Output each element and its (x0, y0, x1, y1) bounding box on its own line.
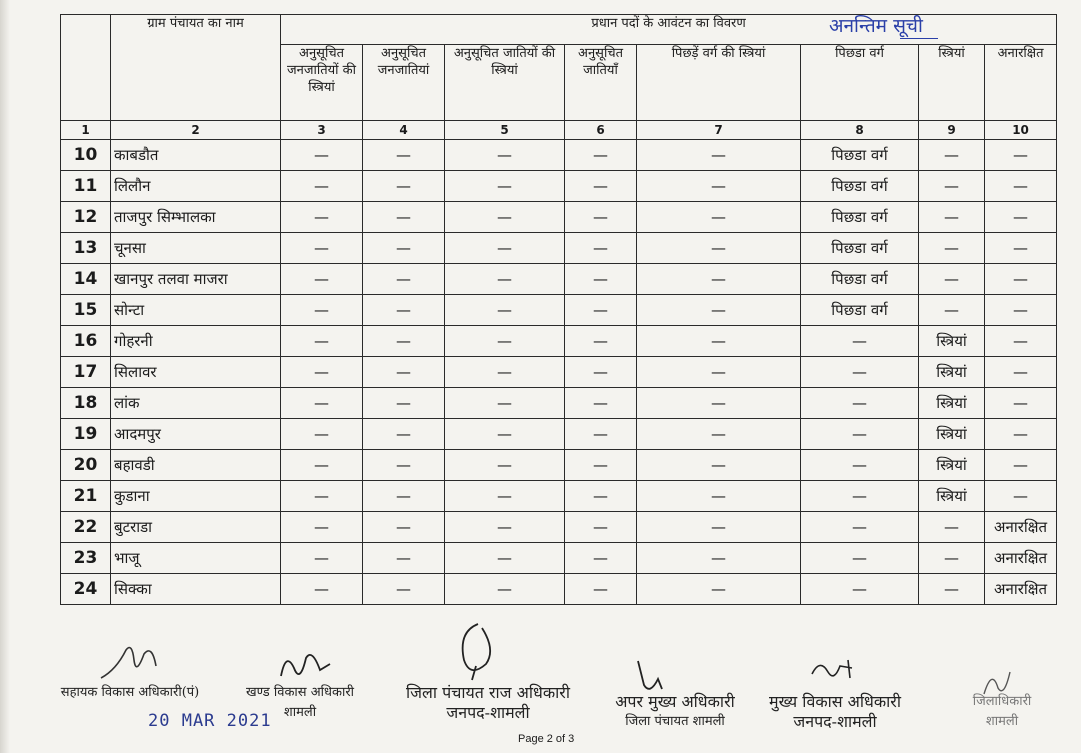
col-num: 1 (61, 121, 111, 140)
cell-obc: पिछडा वर्ग (801, 140, 919, 171)
cell-st: — (363, 171, 445, 202)
col-num: 5 (445, 121, 565, 140)
cell-obc: — (801, 450, 919, 481)
cell-sc-women: — (445, 295, 565, 326)
header-gram-panchayat: ग्राम पंचायत का नाम (111, 15, 281, 121)
signatory-5-place: जनपद-शामली (793, 712, 877, 731)
allocation-table (60, 14, 1057, 605)
cell-sc-women: — (445, 202, 565, 233)
cell-obc: — (801, 326, 919, 357)
cell-women: स्त्रियां (919, 481, 985, 512)
cell-obc: — (801, 512, 919, 543)
signature-scribble-3 (452, 620, 502, 682)
cell-sc: — (565, 264, 637, 295)
header-cat-st-women: अनुसूचित जनजातियों की स्त्रियां (281, 45, 363, 121)
cell-obc-women: — (637, 481, 801, 512)
cell-obc-women: — (637, 512, 801, 543)
cell-serial: 24 (61, 574, 111, 605)
signatory-4-title: अपर मुख्य अधिकारी (615, 692, 735, 711)
cell-st-women: — (281, 543, 363, 574)
cell-st-women: — (281, 512, 363, 543)
table-row (61, 326, 1057, 357)
cell-unreserved: — (985, 357, 1057, 388)
col-num: 2 (111, 121, 281, 140)
signatory-4 (600, 692, 750, 732)
cell-st: — (363, 419, 445, 450)
cell-st: — (363, 233, 445, 264)
cell-obc-women: — (637, 450, 801, 481)
column-number-row (61, 121, 1057, 140)
cell-unreserved: — (985, 202, 1057, 233)
cell-women: — (919, 574, 985, 605)
cell-st: — (363, 202, 445, 233)
table-row (61, 233, 1057, 264)
cell-panchayat-name: चूनसा (111, 233, 281, 264)
cell-obc: पिछडा वर्ग (801, 264, 919, 295)
header-cat-unreserved: अनारक्षित (985, 45, 1057, 121)
cell-unreserved: अनारक्षित (985, 512, 1057, 543)
cell-sc-women: — (445, 233, 565, 264)
cell-serial: 19 (61, 419, 111, 450)
cell-serial: 23 (61, 543, 111, 574)
cell-women: — (919, 202, 985, 233)
cell-st: — (363, 574, 445, 605)
cell-sc-women: — (445, 512, 565, 543)
signatory-3-title: जिला पंचायत राज अधिकारी (406, 683, 570, 702)
cell-serial: 18 (61, 388, 111, 419)
cell-sc: — (565, 574, 637, 605)
cell-st: — (363, 543, 445, 574)
cell-sc-women: — (445, 450, 565, 481)
cell-unreserved: — (985, 419, 1057, 450)
cell-unreserved: — (985, 481, 1057, 512)
cell-sc: — (565, 450, 637, 481)
cell-panchayat-name: ताजपुर सिम्भालका (111, 202, 281, 233)
cell-sc: — (565, 171, 637, 202)
cell-obc: पिछडा वर्ग (801, 295, 919, 326)
cell-obc-women: — (637, 171, 801, 202)
cell-st-women: — (281, 388, 363, 419)
cell-serial: 16 (61, 326, 111, 357)
cell-st: — (363, 388, 445, 419)
cell-panchayat-name: लिलौन (111, 171, 281, 202)
table-row (61, 450, 1057, 481)
table-row (61, 295, 1057, 326)
received-date-stamp: 20 MAR 2021 (148, 711, 272, 731)
cell-serial: 14 (61, 264, 111, 295)
cell-st-women: — (281, 450, 363, 481)
cell-obc: पिछडा वर्ग (801, 233, 919, 264)
cell-obc-women: — (637, 326, 801, 357)
header-cat-sc: अनुसूचित जातियाँ (565, 45, 637, 121)
cell-sc-women: — (445, 388, 565, 419)
cell-sc: — (565, 543, 637, 574)
col-num: 3 (281, 121, 363, 140)
cell-serial: 20 (61, 450, 111, 481)
cell-sc-women: — (445, 419, 565, 450)
signatory-6-title: जिलाधिकारी (972, 694, 1032, 709)
cell-sc: — (565, 419, 637, 450)
table-row (61, 543, 1057, 574)
cell-st: — (363, 481, 445, 512)
col-num: 4 (363, 121, 445, 140)
cell-obc-women: — (637, 140, 801, 171)
cell-women: स्त्रियां (919, 419, 985, 450)
cell-sc: — (565, 202, 637, 233)
cell-serial: 21 (61, 481, 111, 512)
cell-women: स्त्रियां (919, 450, 985, 481)
cell-panchayat-name: लांक (111, 388, 281, 419)
cell-st: — (363, 140, 445, 171)
page-edge-shadow (0, 0, 10, 753)
cell-women: स्त्रियां (919, 388, 985, 419)
cell-unreserved: — (985, 140, 1057, 171)
cell-panchayat-name: सिक्का (111, 574, 281, 605)
table-row (61, 419, 1057, 450)
cell-panchayat-name: काबडौत (111, 140, 281, 171)
col-num: 9 (919, 121, 985, 140)
cell-sc-women: — (445, 357, 565, 388)
signatory-1-title: सहायक विकास अधिकारी(पं) (60, 685, 200, 700)
cell-unreserved: — (985, 326, 1057, 357)
allocation-title: प्रधान पदों के आवंटन का विवरण (591, 16, 746, 31)
table-row (61, 388, 1057, 419)
cell-st-women: — (281, 202, 363, 233)
header-allocation-details (281, 15, 1057, 45)
cell-obc-women: — (637, 419, 801, 450)
header-cat-women: स्त्रियां (919, 45, 985, 121)
signatory-6 (952, 692, 1052, 732)
cell-serial: 15 (61, 295, 111, 326)
cell-obc-women: — (637, 295, 801, 326)
cell-sc: — (565, 512, 637, 543)
cell-unreserved: — (985, 388, 1057, 419)
table-row (61, 264, 1057, 295)
status-underline (900, 38, 938, 39)
cell-obc: पिछडा वर्ग (801, 171, 919, 202)
signatory-4-place: जिला पंचायत शामली (625, 714, 725, 729)
cell-obc-women: — (637, 574, 801, 605)
signatory-1 (50, 683, 210, 703)
signatory-2-title: खण्ड विकास अधिकारी (245, 685, 355, 700)
cell-obc: — (801, 481, 919, 512)
cell-obc: — (801, 419, 919, 450)
signatory-5-title: मुख्य विकास अधिकारी (769, 692, 901, 711)
cell-sc-women: — (445, 326, 565, 357)
signature-scribble-1 (96, 640, 166, 686)
cell-women: — (919, 140, 985, 171)
cell-sc: — (565, 233, 637, 264)
header-cat-st: अनुसूचित जनजातियां (363, 45, 445, 121)
signatory-3-place: जनपद-शामली (446, 703, 530, 722)
cell-women: — (919, 543, 985, 574)
cell-st-women: — (281, 326, 363, 357)
cell-obc: — (801, 388, 919, 419)
cell-panchayat-name: बहावडी (111, 450, 281, 481)
cell-unreserved: — (985, 233, 1057, 264)
cell-panchayat-name: बुटराडा (111, 512, 281, 543)
col-num: 10 (985, 121, 1057, 140)
cell-sc-women: — (445, 543, 565, 574)
cell-serial: 22 (61, 512, 111, 543)
cell-sc: — (565, 357, 637, 388)
cell-sc: — (565, 326, 637, 357)
cell-obc-women: — (637, 264, 801, 295)
cell-panchayat-name: भाजू (111, 543, 281, 574)
cell-obc-women: — (637, 543, 801, 574)
cell-women: — (919, 295, 985, 326)
signatory-2-place: शामली (283, 705, 317, 720)
cell-obc-women: — (637, 233, 801, 264)
cell-unreserved: — (985, 264, 1057, 295)
cell-st-women: — (281, 140, 363, 171)
cell-st-women: — (281, 357, 363, 388)
cell-women: — (919, 264, 985, 295)
cell-st-women: — (281, 264, 363, 295)
cell-sc-women: — (445, 264, 565, 295)
cell-serial: 11 (61, 171, 111, 202)
header-cat-obc-women: पिछड़ें वर्ग की स्त्रियां (637, 45, 801, 121)
cell-st-women: — (281, 481, 363, 512)
cell-unreserved: अनारक्षित (985, 574, 1057, 605)
header-cat-sc-women: अनुसूचित जातियों की स्त्रियां (445, 45, 565, 121)
cell-st: — (363, 450, 445, 481)
cell-obc: — (801, 574, 919, 605)
cell-obc-women: — (637, 357, 801, 388)
table-row (61, 202, 1057, 233)
cell-st-women: — (281, 171, 363, 202)
cell-st-women: — (281, 295, 363, 326)
table-row (61, 512, 1057, 543)
cell-serial: 10 (61, 140, 111, 171)
cell-st: — (363, 326, 445, 357)
signatory-3 (390, 683, 586, 723)
cell-sc-women: — (445, 574, 565, 605)
cell-obc: — (801, 357, 919, 388)
cell-st: — (363, 264, 445, 295)
cell-sc: — (565, 481, 637, 512)
cell-women: — (919, 171, 985, 202)
status-stamp: अनन्तिम सूची (829, 15, 923, 37)
cell-obc: पिछडा वर्ग (801, 202, 919, 233)
table-row (61, 574, 1057, 605)
cell-obc: — (801, 543, 919, 574)
cell-panchayat-name: सिलावर (111, 357, 281, 388)
cell-panchayat-name: गोहरनी (111, 326, 281, 357)
table-row (61, 481, 1057, 512)
col-num: 7 (637, 121, 801, 140)
cell-women: — (919, 512, 985, 543)
cell-st: — (363, 512, 445, 543)
header-empty-sn (61, 15, 111, 121)
cell-women: स्त्रियां (919, 326, 985, 357)
cell-sc-women: — (445, 171, 565, 202)
cell-st-women: — (281, 574, 363, 605)
cell-unreserved: — (985, 171, 1057, 202)
col-num: 6 (565, 121, 637, 140)
cell-serial: 17 (61, 357, 111, 388)
cell-panchayat-name: सोन्टा (111, 295, 281, 326)
cell-women: — (919, 233, 985, 264)
cell-unreserved: — (985, 295, 1057, 326)
cell-sc: — (565, 388, 637, 419)
cell-panchayat-name: खानपुर तलवा माजरा (111, 264, 281, 295)
cell-panchayat-name: आदमपुर (111, 419, 281, 450)
cell-serial: 13 (61, 233, 111, 264)
cell-panchayat-name: कुडाना (111, 481, 281, 512)
cell-unreserved: — (985, 450, 1057, 481)
signature-scribble-5 (808, 656, 864, 686)
cell-sc: — (565, 295, 637, 326)
cell-sc: — (565, 140, 637, 171)
cell-st: — (363, 295, 445, 326)
cell-sc-women: — (445, 481, 565, 512)
table-row (61, 140, 1057, 171)
col-num: 8 (801, 121, 919, 140)
header-cat-obc: पिछडा वर्ग (801, 45, 919, 121)
cell-serial: 12 (61, 202, 111, 233)
cell-st: — (363, 357, 445, 388)
signatory-5 (746, 692, 924, 732)
table-row (61, 171, 1057, 202)
cell-obc-women: — (637, 202, 801, 233)
cell-women: स्त्रियां (919, 357, 985, 388)
table-body (61, 140, 1057, 605)
cell-st-women: — (281, 233, 363, 264)
page-number: Page 2 of 3 (518, 733, 575, 745)
signatory-6-place: शामली (985, 714, 1019, 729)
signature-scribble-2 (276, 646, 336, 686)
cell-obc-women: — (637, 388, 801, 419)
cell-sc-women: — (445, 140, 565, 171)
cell-unreserved: अनारक्षित (985, 543, 1057, 574)
table-row (61, 357, 1057, 388)
cell-st-women: — (281, 419, 363, 450)
